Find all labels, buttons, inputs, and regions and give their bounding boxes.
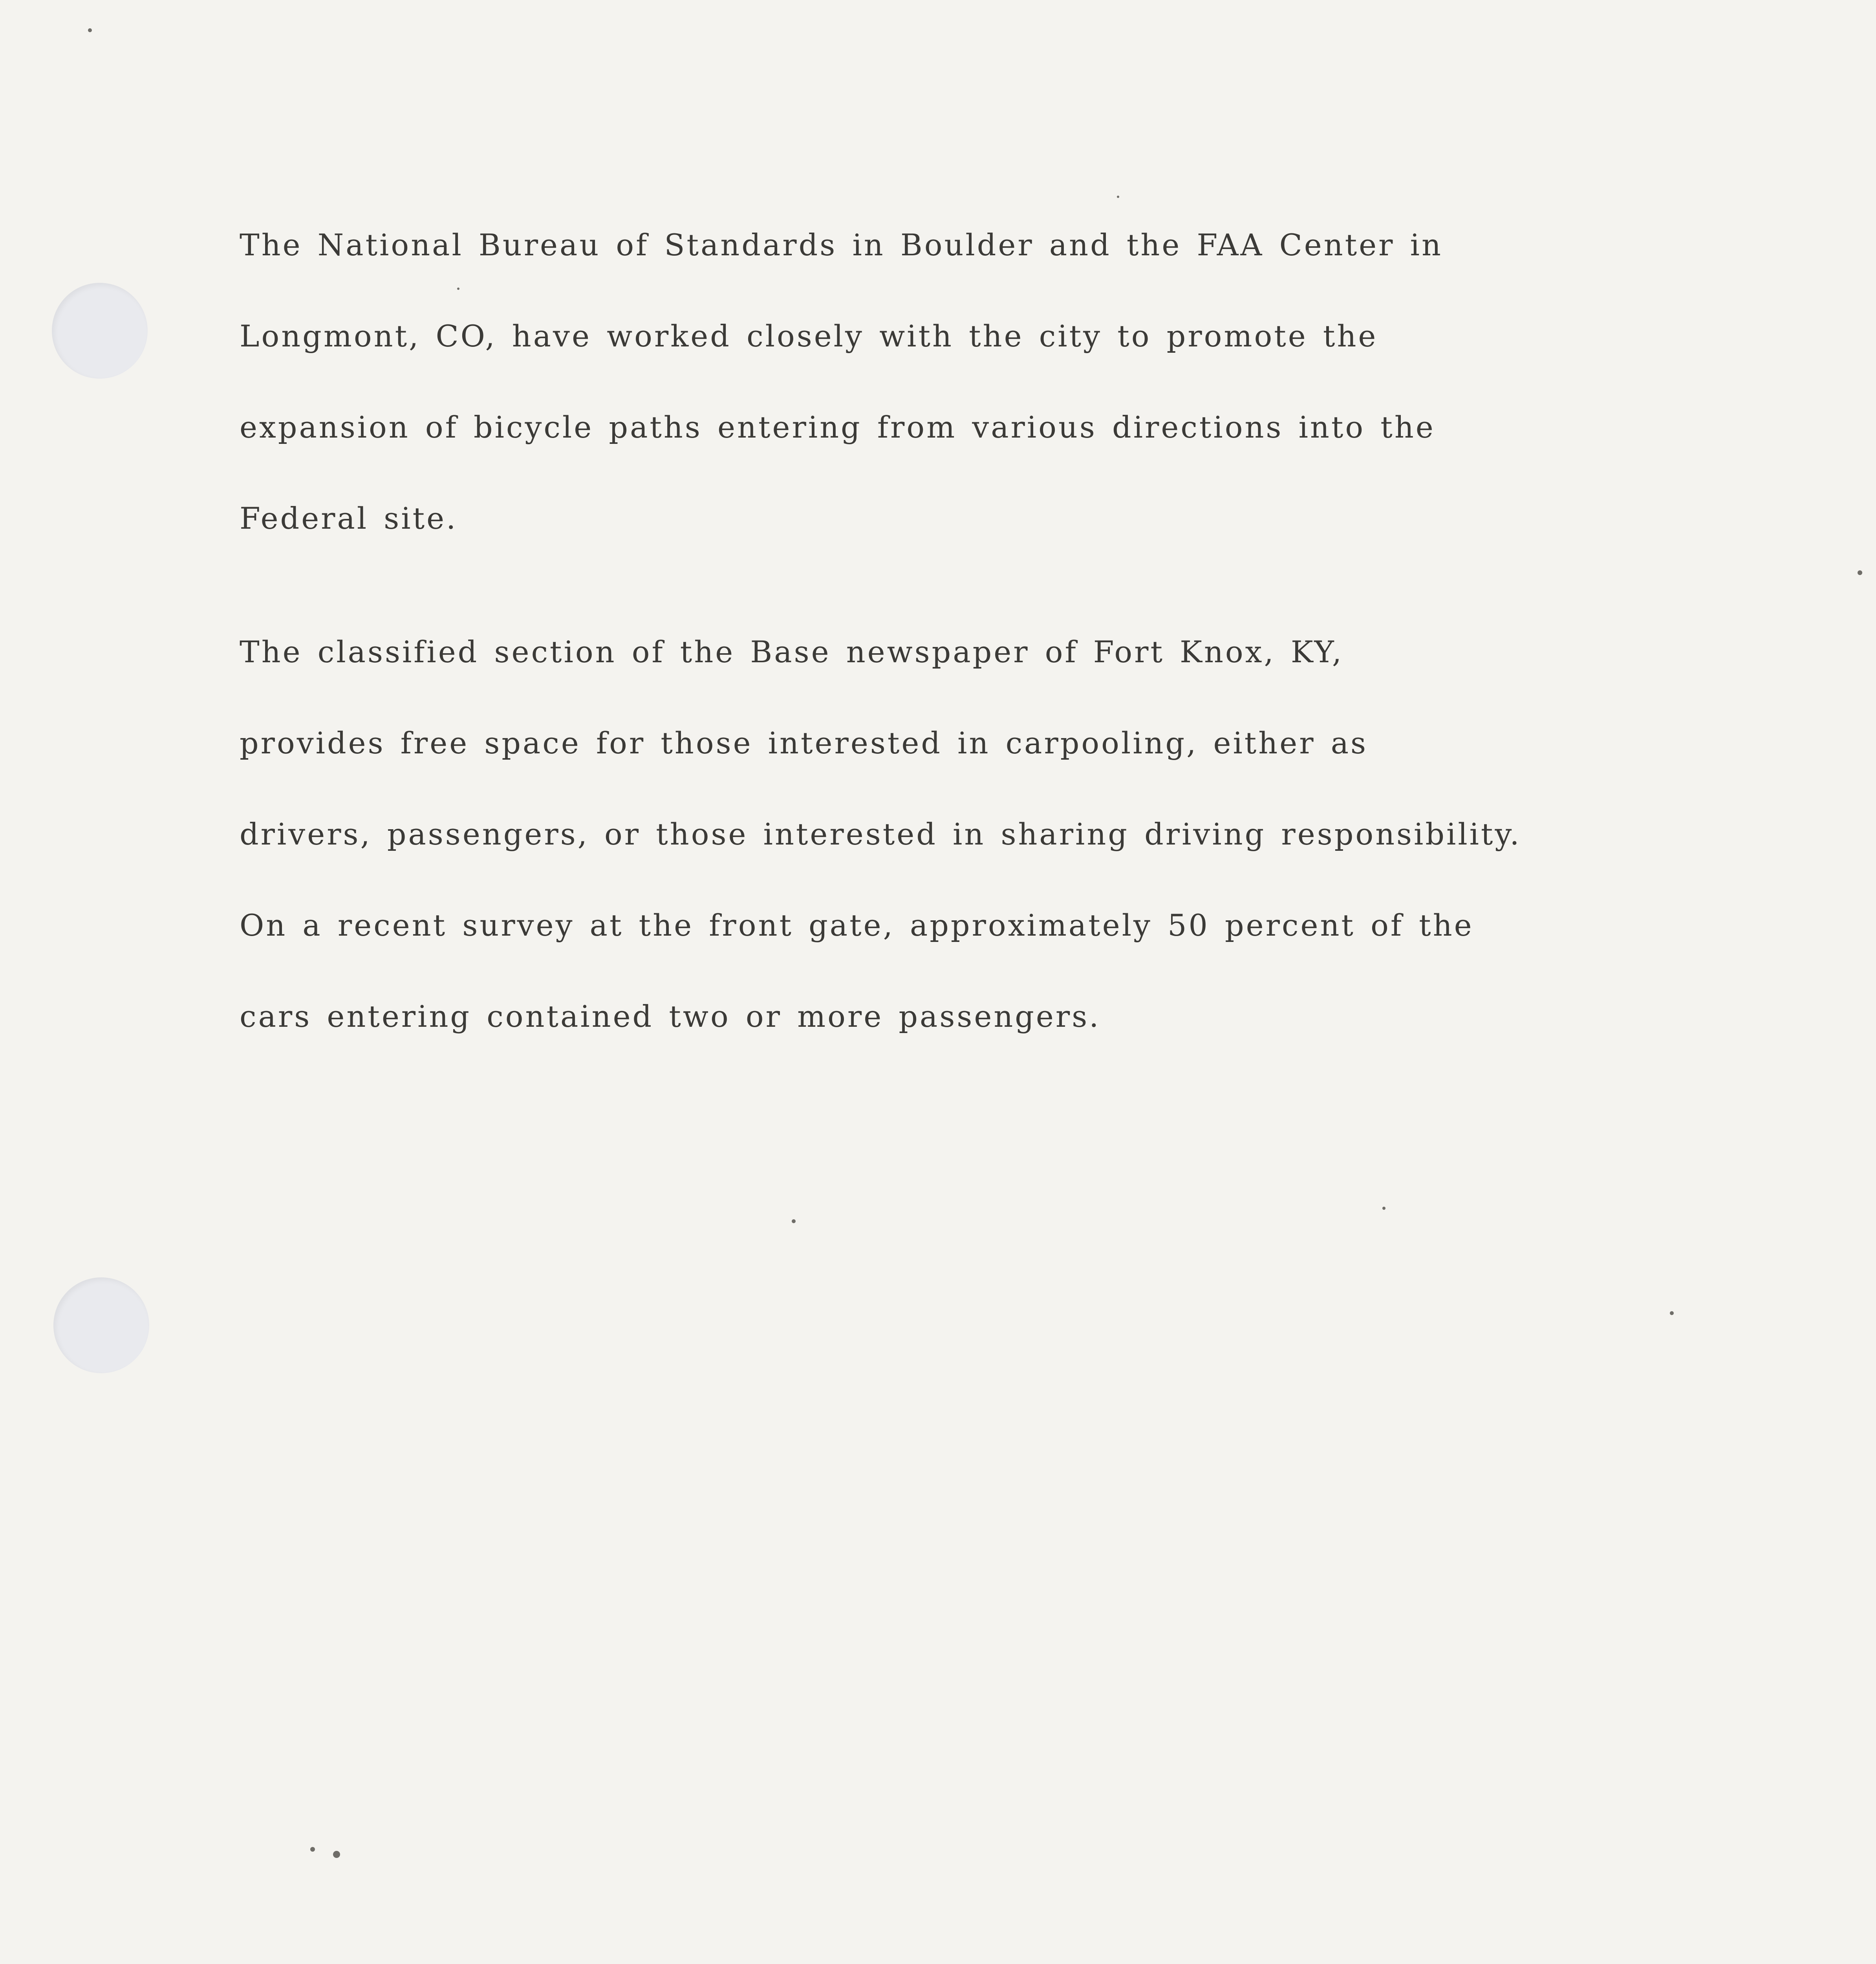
paper-speck [310, 1847, 315, 1852]
punch-hole [52, 283, 148, 379]
text-line: cars entering contained two or more passengers. [240, 999, 1101, 1034]
paper-speck [1858, 570, 1862, 575]
paragraph-federal-bicycle-paths [240, 200, 1850, 564]
paper-speck [792, 1219, 796, 1223]
text-line: drivers, passengers, or those interested in sharing driving responsibility. [240, 817, 1521, 852]
paper-speck [1670, 1311, 1674, 1315]
paper-speck [457, 288, 459, 290]
paper-speck [88, 28, 92, 32]
paragraph-fort-knox-carpooling [240, 606, 1850, 1062]
punch-hole [53, 1277, 149, 1373]
paper-speck [333, 1851, 340, 1858]
text-line: On a recent survey at the front gate, approximately 50 percent of the [240, 908, 1474, 943]
text-line: Longmont, CO, have worked closely with the city to promote the [240, 319, 1378, 354]
paper-speck [1117, 196, 1119, 198]
text-line: The National Bureau of Standards in Boulder and the FAA Center in [240, 227, 1443, 262]
paper-speck [1382, 1207, 1385, 1210]
text-line: Federal site. [240, 501, 458, 536]
text-line: The classified section of the Base newspaper of Fort Knox, KY, [240, 634, 1344, 669]
text-line: expansion of bicycle paths entering from various directions into the [240, 410, 1435, 445]
text-line: provides free space for those interested in carpooling, either as [240, 726, 1368, 760]
